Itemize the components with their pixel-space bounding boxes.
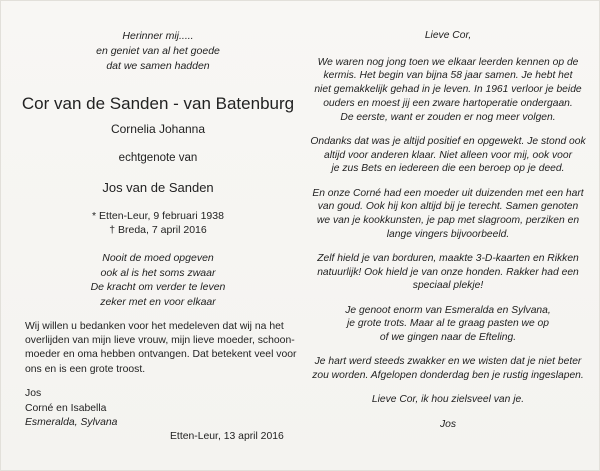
letter-line: natuurlijk! Ook hield je van onze honden. Rakker had een <box>317 266 579 278</box>
opening-poem <box>15 29 301 73</box>
letter-line: Je genoot enorm van Esmeralda en Sylvana, <box>345 304 551 316</box>
letter-line: of we gingen naar de Efteling. <box>379 332 517 344</box>
letter-line: Lieve Cor, ik hou zielsveel van je. <box>371 394 525 406</box>
letter-paragraph <box>305 187 591 242</box>
letter-line: je grote trots. Maar al te graag pasten we op <box>346 318 550 330</box>
letter-line: Ondanks dat was je altijd positief en opgewekt. Je stond ook <box>310 135 586 147</box>
poem-line: Herinner mij..... <box>122 30 194 42</box>
thanks-line: ons en is een grote troost. <box>25 363 146 375</box>
letter-line: De eerste, want er zouden er nog meer volgen. <box>340 111 556 123</box>
poem-line: en geniet van al het goede <box>96 44 220 57</box>
letter-line: Jos <box>439 418 457 430</box>
personal-letter <box>305 29 591 442</box>
letter-line: niet gemakkelijk gehad in je leven. In 1961 verloor je beide <box>314 84 582 96</box>
poem-line: dat we samen hadden <box>106 59 210 72</box>
signatory: Jos <box>25 388 42 399</box>
letter-signature <box>305 418 591 432</box>
letter-line: En onze Corné had een moeder uit duizenden met een hart <box>312 187 584 199</box>
thanks-line: moeder en oma hebben ontvangen. Dat betekent veel voor <box>25 349 297 361</box>
left-panel <box>15 29 301 459</box>
letter-closing <box>305 393 591 407</box>
letter-line: Zelf hield je van borduren, maakte 3-D-kaarten en Rikken <box>317 252 579 264</box>
letter-paragraph <box>305 252 591 293</box>
thanks-line: Wij willen u bedanken voor het medeleven dat wij na het <box>25 321 284 332</box>
signatories <box>25 387 301 431</box>
letter-paragraph <box>305 56 591 125</box>
spouse-label: echtgenote van <box>118 152 198 164</box>
letter-paragraph <box>305 355 591 382</box>
thank-you-text <box>25 320 301 377</box>
life-dates <box>15 209 301 237</box>
poem-line: Nooit de moed opgeven <box>102 252 214 264</box>
letter-paragraph <box>305 135 591 176</box>
letter-line: je zus Bets en iedereen die een beroep op je deed. <box>331 163 565 175</box>
right-panel <box>305 29 591 459</box>
deceased-given-names: Cornelia Johanna <box>110 122 206 136</box>
letter-paragraph <box>305 304 591 345</box>
signatory: Corné en Isabella <box>25 402 107 414</box>
birth-date: * Etten-Leur, 9 februari 1938 <box>92 210 224 222</box>
poem-line: zeker met en voor elkaar <box>100 295 216 308</box>
letter-line: van goud. Ook hij kon altijd bij je terecht. Samen genoten <box>317 201 579 213</box>
letter-line: kermis. Het begin van bijna 58 jaar samen. Je hebt het <box>323 70 573 82</box>
letter-line: lange vingers bijvoorbeeld. <box>386 228 510 240</box>
letter-line: Je hart werd steeds zwakker en we wisten dat je niet beter <box>314 356 582 368</box>
thanks-line: overlijden van mijn lieve vrouw, mijn lieve moeder, schoon- <box>25 335 295 347</box>
letter-line: altijd voor anderen klaar. Niet alleen voor mij, ook voor <box>323 149 572 161</box>
letter-greeting: Lieve Cor, <box>424 30 472 41</box>
letter-line: speciaal plekje! <box>412 280 484 292</box>
middle-poem <box>15 251 301 309</box>
poem-line: ook al is het soms zwaar <box>100 266 216 279</box>
letter-line: zou worden. Afgelopen donderdag ben je rustig ingeslapen. <box>312 370 584 382</box>
letter-line: we van je kookkunsten, je pap met slagroom, perziken en <box>316 214 580 226</box>
signatory: Esmeralda, Sylvana <box>25 417 118 428</box>
place-and-date: Etten-Leur, 13 april 2016 <box>170 431 284 442</box>
spouse-name: Jos van de Sanden <box>102 180 214 195</box>
death-date: † Breda, 7 april 2016 <box>109 224 207 236</box>
deceased-full-name: Cor van de Sanden - van Batenburg <box>21 94 295 113</box>
letter-line: ouders en moest jij een zware hartoperatie ondergaan. <box>323 97 573 109</box>
poem-line: De kracht om verder te leven <box>90 281 226 294</box>
letter-line: We waren nog jong toen we elkaar leerden kennen op de <box>317 56 579 68</box>
